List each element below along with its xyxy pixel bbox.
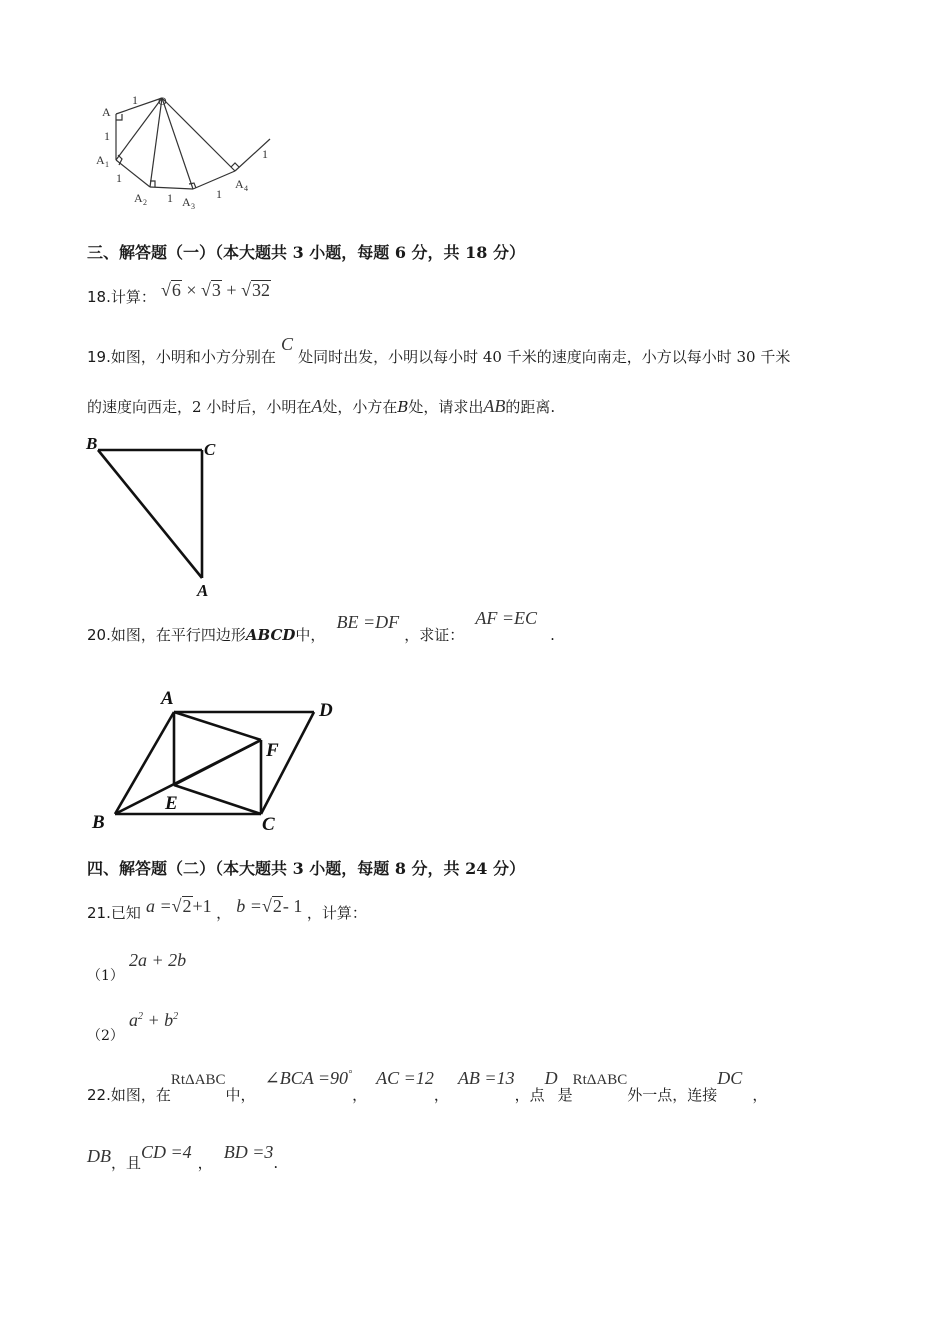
section-3-heading: 三、解答题（一）（本大题共 3 小题，每题 6 分，共 18 分） <box>87 243 525 262</box>
q22-rt-triangle-1: RtΔABC <box>170 1072 226 1088</box>
fig20-label-F: F <box>266 740 279 761</box>
label-A3: A <box>182 195 191 209</box>
q21-sub-2-label: （2） <box>87 1028 124 1044</box>
fig19-label-A: A <box>197 581 209 600</box>
q22-text-6: ，且 <box>111 1154 142 1172</box>
q19-text-1: 如图，小明和小方分别在 <box>110 348 276 366</box>
q21-comma: ， <box>216 904 232 922</box>
q19-text-2: 处同时出发，小明以每小时 40 千米的速度向南走，小方以每小时 30 千米 <box>298 348 791 366</box>
q20-condition: BE =DF <box>336 612 400 632</box>
q20-text-1: 如图，在平行四边形 <box>110 626 246 644</box>
triangle-figure <box>84 430 224 602</box>
q21-text-2: ，计算： <box>306 904 367 922</box>
q20-text-3: ，求证： <box>404 626 465 644</box>
q20-text-2: 中， <box>295 626 326 644</box>
q19-text-4: 处，小方在 <box>322 398 398 416</box>
q22-db: DB <box>87 1146 111 1166</box>
question-19-line-1 <box>87 334 791 366</box>
q19-text-5: 处，请求出 <box>408 398 484 416</box>
q22-text-5: 外一点，连接 <box>627 1086 718 1104</box>
length-2: 1 <box>104 129 110 143</box>
label-A: A <box>102 105 111 119</box>
q19-point-A: A <box>311 396 323 416</box>
question-20 <box>87 608 555 644</box>
q21-sub-1-label: （1） <box>87 968 124 984</box>
fig20-label-A: A <box>161 688 174 709</box>
length-4: 1 <box>167 191 173 205</box>
fig20-label-C: C <box>262 814 275 835</box>
q21-number: 21. <box>87 904 111 922</box>
q21-sub-1 <box>87 950 187 984</box>
q22-ac: AC =12 <box>376 1068 434 1088</box>
fig20-label-E: E <box>165 793 178 814</box>
section-4-heading: 四、解答题（二）（本大题共 3 小题，每题 8 分，共 24 分） <box>87 859 525 878</box>
q22-number: 22. <box>87 1086 111 1104</box>
q22-angle: ∠BCA =90° <box>264 1068 353 1088</box>
parallelogram-figure <box>88 680 350 836</box>
label-A2-sub: 2 <box>143 198 147 207</box>
label-O: O <box>158 94 167 108</box>
spiral-figure <box>92 92 282 214</box>
q19-point-B: B <box>397 398 409 416</box>
q22-point-d: D <box>544 1068 558 1088</box>
q22-rt-triangle-2: RtΔABC <box>572 1072 628 1088</box>
q21-sub-2-expression: $a^2 + b^2$ <box>129 1010 179 1030</box>
q21-sub-1-expression: 2a + 2b <box>129 950 187 970</box>
q22-cd: CD =4 <box>141 1142 192 1162</box>
q18-expression: √6 × √3 + √32 <box>160 280 270 300</box>
question-22-line-1 <box>87 1068 768 1104</box>
q22-text-1: 如图，在 <box>110 1086 171 1104</box>
q22-comma-3: ， <box>752 1086 768 1104</box>
q22-comma-4: ， <box>197 1154 213 1172</box>
length-3: 1 <box>116 171 122 185</box>
label-A4-sub: 4 <box>244 184 248 193</box>
q22-text-4: 是 <box>557 1086 573 1104</box>
length-6: 1 <box>262 147 268 161</box>
q22-text-2: 中， <box>225 1086 256 1104</box>
question-21 <box>87 896 367 922</box>
q20-abcd: ABCD <box>245 626 296 644</box>
q22-ab: AB =13 <box>457 1068 515 1088</box>
label-A1-sub: 1 <box>105 160 109 169</box>
q19-number: 19. <box>87 348 111 366</box>
label-A2: A <box>134 191 143 205</box>
q20-number: 20. <box>87 626 111 644</box>
q22-text-3: ，点 <box>514 1086 545 1104</box>
question-18 <box>87 280 271 306</box>
length-1: 1 <box>132 93 138 107</box>
q18-number: 18. <box>87 288 111 306</box>
q22-bd: BD =3 <box>223 1142 274 1162</box>
q21-b-definition: b =√2- 1 <box>236 896 303 916</box>
question-22-line-2 <box>87 1142 279 1172</box>
q18-text: 计算： <box>110 288 156 306</box>
q22-dc: DC <box>717 1068 743 1088</box>
label-A1: A <box>96 153 105 167</box>
q21-a-definition: a =√2+1 <box>145 896 212 916</box>
label-A4: A <box>235 177 244 191</box>
q19-segment-AB: AB <box>483 396 506 416</box>
q22-comma-1: ， <box>352 1086 368 1104</box>
q19-text-6: 的距离. <box>505 398 556 416</box>
q20-goal: AF =EC <box>475 608 538 628</box>
fig20-label-D: D <box>319 700 333 721</box>
fig19-label-C: C <box>204 440 216 459</box>
q21-text-1: 已知 <box>110 904 141 922</box>
q22-comma-2: ， <box>433 1086 449 1104</box>
q19-point-C: C <box>280 334 293 354</box>
fig20-label-B: B <box>92 812 105 833</box>
fig19-label-B: B <box>86 434 98 453</box>
label-A3-sub: 3 <box>191 202 195 211</box>
length-5: 1 <box>216 187 222 201</box>
q22-period: . <box>273 1154 279 1172</box>
question-19-line-2 <box>87 396 555 417</box>
q19-text-3: 的速度向西走，2 小时后，小明在 <box>87 398 312 416</box>
q21-sub-2 <box>87 1010 179 1044</box>
q20-period: . <box>550 626 555 644</box>
